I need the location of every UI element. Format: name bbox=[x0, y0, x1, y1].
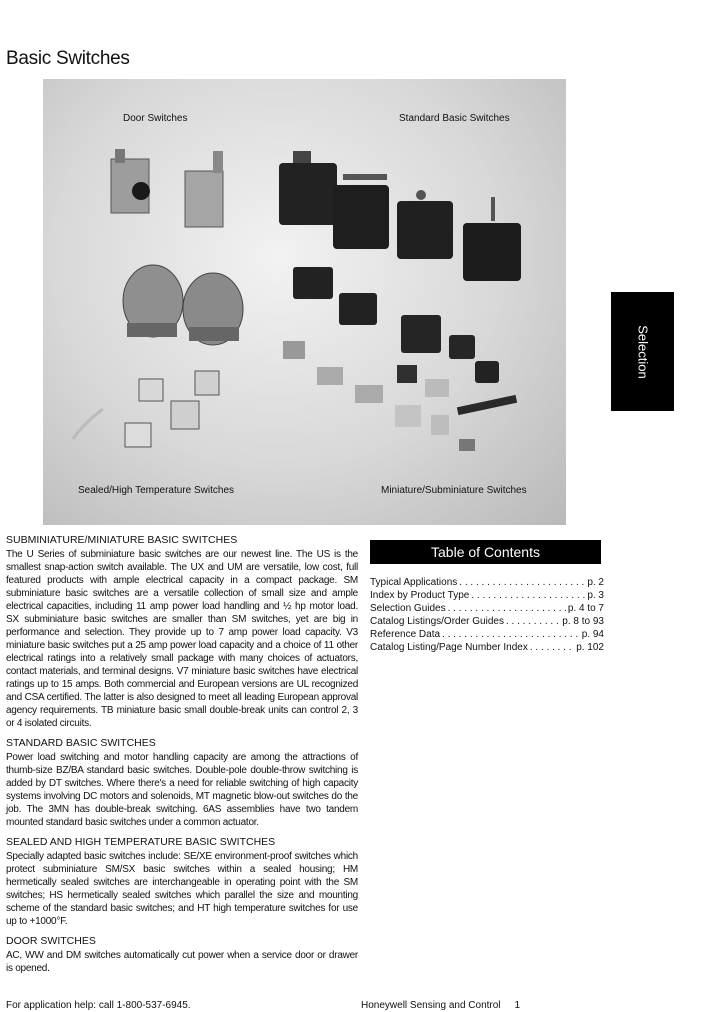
switches-illustration bbox=[43, 79, 566, 525]
toc-leader-dots bbox=[442, 628, 580, 641]
toc-item-page: p. 2 bbox=[587, 577, 604, 588]
toc-leader-dots bbox=[471, 589, 585, 602]
sealed-switch-3 bbox=[139, 379, 163, 401]
sealed-switch-5 bbox=[73, 409, 151, 447]
section-heading: DOOR SWITCHES bbox=[6, 935, 96, 947]
section-body: Power load switching and motor handling capacity are among the attractions of thumb-size BZ/BA standard basic switches. Double-pole double-throw switching is added by DT switches. Where there's a need for reliable switching of high capacity systems involving DC motors and solenoids, MT magnetic blow-out switches do the job. The 3MN has double-break switching. 6AS assemblies have two tandem mounted standard basic switches under a common actuator. bbox=[6, 752, 358, 828]
toc-item-label: Catalog Listings/Order Guides bbox=[370, 616, 504, 627]
footer-help-text: For application help: call 1-800-537-6945. bbox=[6, 1000, 191, 1011]
toc-item-page: p. 102 bbox=[576, 642, 604, 653]
toc-item[interactable] bbox=[370, 615, 604, 628]
standard-switches-label: Standard Basic Switches bbox=[399, 113, 510, 124]
toc-item[interactable] bbox=[370, 628, 604, 641]
selection-tab[interactable] bbox=[611, 292, 674, 411]
toc-leader-dots bbox=[530, 641, 574, 654]
standard-switch-2 bbox=[333, 174, 389, 249]
toc-list bbox=[370, 576, 604, 654]
toc-item-page: p. 4 to 7 bbox=[567, 603, 604, 614]
door-switches-label: Door Switches bbox=[123, 113, 188, 124]
toc-item-label: Reference Data bbox=[370, 629, 441, 640]
standard-switch-4 bbox=[463, 197, 521, 281]
product-photo bbox=[43, 79, 566, 525]
mini-switch-11 bbox=[395, 405, 421, 427]
toc-leader-dots bbox=[506, 615, 560, 628]
toc-title: Table of Contents bbox=[370, 540, 601, 564]
mini-switch-3 bbox=[401, 315, 441, 353]
standard-switch-3 bbox=[397, 190, 453, 259]
mini-switch-1 bbox=[293, 267, 333, 299]
sealed-switches-label: Sealed/High Temperature Switches bbox=[78, 485, 235, 496]
section-heading: SUBMINIATURE/MINIATURE BASIC SWITCHES bbox=[6, 534, 238, 546]
standard-switch-1 bbox=[279, 151, 337, 225]
section-heading: STANDARD BASIC SWITCHES bbox=[6, 737, 156, 749]
door-switch-2 bbox=[185, 151, 223, 227]
toc-item[interactable] bbox=[370, 641, 604, 654]
toc-item-page: p. 94 bbox=[581, 629, 604, 640]
footer-company bbox=[361, 1000, 520, 1011]
mini-switch-2 bbox=[339, 293, 377, 325]
door-switch-1 bbox=[111, 149, 150, 213]
miniature-switches-label: Miniature/Subminiature Switches bbox=[381, 485, 527, 496]
page-number: 1 bbox=[514, 1000, 521, 1011]
mini-switch-12 bbox=[431, 415, 449, 435]
toc-leader-dots bbox=[448, 602, 566, 615]
toc-item-label: Typical Applications bbox=[370, 577, 458, 588]
body-text-column bbox=[6, 534, 358, 982]
mini-switch-6 bbox=[283, 341, 305, 359]
mini-switch-8 bbox=[397, 365, 417, 383]
mini-switch-5 bbox=[475, 361, 499, 383]
toc-item-page: p. 8 to 93 bbox=[562, 616, 604, 627]
sealed-switch-6 bbox=[171, 401, 199, 429]
page-title: Basic Switches bbox=[6, 48, 130, 69]
sealed-switch-1 bbox=[123, 265, 183, 337]
toc-leader-dots bbox=[459, 576, 585, 589]
section-standard bbox=[6, 737, 358, 829]
section-subminiature bbox=[6, 534, 358, 730]
footer-company-name: Honeywell Sensing and Control bbox=[361, 1000, 501, 1011]
mini-switch-13 bbox=[457, 395, 517, 415]
toc-item[interactable] bbox=[370, 589, 604, 602]
section-body: AC, WW and DM switches automatically cut power when a service door or drawer is opened. bbox=[6, 950, 358, 974]
section-heading: SEALED AND HIGH TEMPERATURE BASIC SWITCHES bbox=[6, 836, 276, 848]
toc-item-label: Catalog Listing/Page Number Index bbox=[370, 642, 528, 653]
selection-tab-label: Selection bbox=[635, 324, 650, 379]
section-door bbox=[6, 935, 358, 975]
toc-item-page: p. 3 bbox=[587, 590, 604, 601]
mini-switch-9 bbox=[425, 379, 449, 397]
mini-switch-14 bbox=[459, 439, 475, 451]
sealed-switch-2 bbox=[183, 273, 243, 345]
toc-item-label: Index by Product Type bbox=[370, 590, 470, 601]
mini-switch-4 bbox=[449, 335, 475, 359]
toc-item[interactable] bbox=[370, 602, 604, 615]
mini-switch-7 bbox=[317, 367, 343, 385]
mini-switch-10 bbox=[355, 385, 383, 403]
toc-item-label: Selection Guides bbox=[370, 603, 446, 614]
sealed-switch-4 bbox=[195, 371, 219, 395]
toc-item[interactable] bbox=[370, 576, 604, 589]
section-body: The U Series of subminiature basic switches are our newest line. The US is the smallest snap-action switch available. The UX and UM are versatile, low cost, full featured products with ample electrical capacity in a compact package. SM subminiature basic switches are a versatile collection of small size and ample electrical capacities, including 11 amp power load handling and ½ hp motor load. SX subminiature basic switches are smaller than SM switches, yet are big in performance and selection. They provide up to 7 amp power load capacity. V3 miniature basic switches put a 25 amp power load capacity and a choice of 11 other electrical ratings into a relatively small package with many choices of actuators, contact materials, and terminal designs. V7 miniature basic switches have electrical ratings up to 15 amps. Both commercial and European versions are UL recognized and CSA certified. The latter is also designed to meet all leading European approval agency requirements. TB miniature basic small double-break units can control 2, 3 or 4 isolated circuits. bbox=[6, 549, 358, 729]
section-sealed bbox=[6, 836, 358, 928]
section-body: Specially adapted basic switches include: SE/XE environment-proof switches which protect subminiature SM/SX basic switches within a sealed housing; HM hermetically sealed switches are interchangeable in operating point with the SM switches; HS hermetically sealed switches which parallel the size and mounting scheme of the standard basic switches; and HT high temperature switches for use up to +1000°F. bbox=[6, 851, 358, 927]
